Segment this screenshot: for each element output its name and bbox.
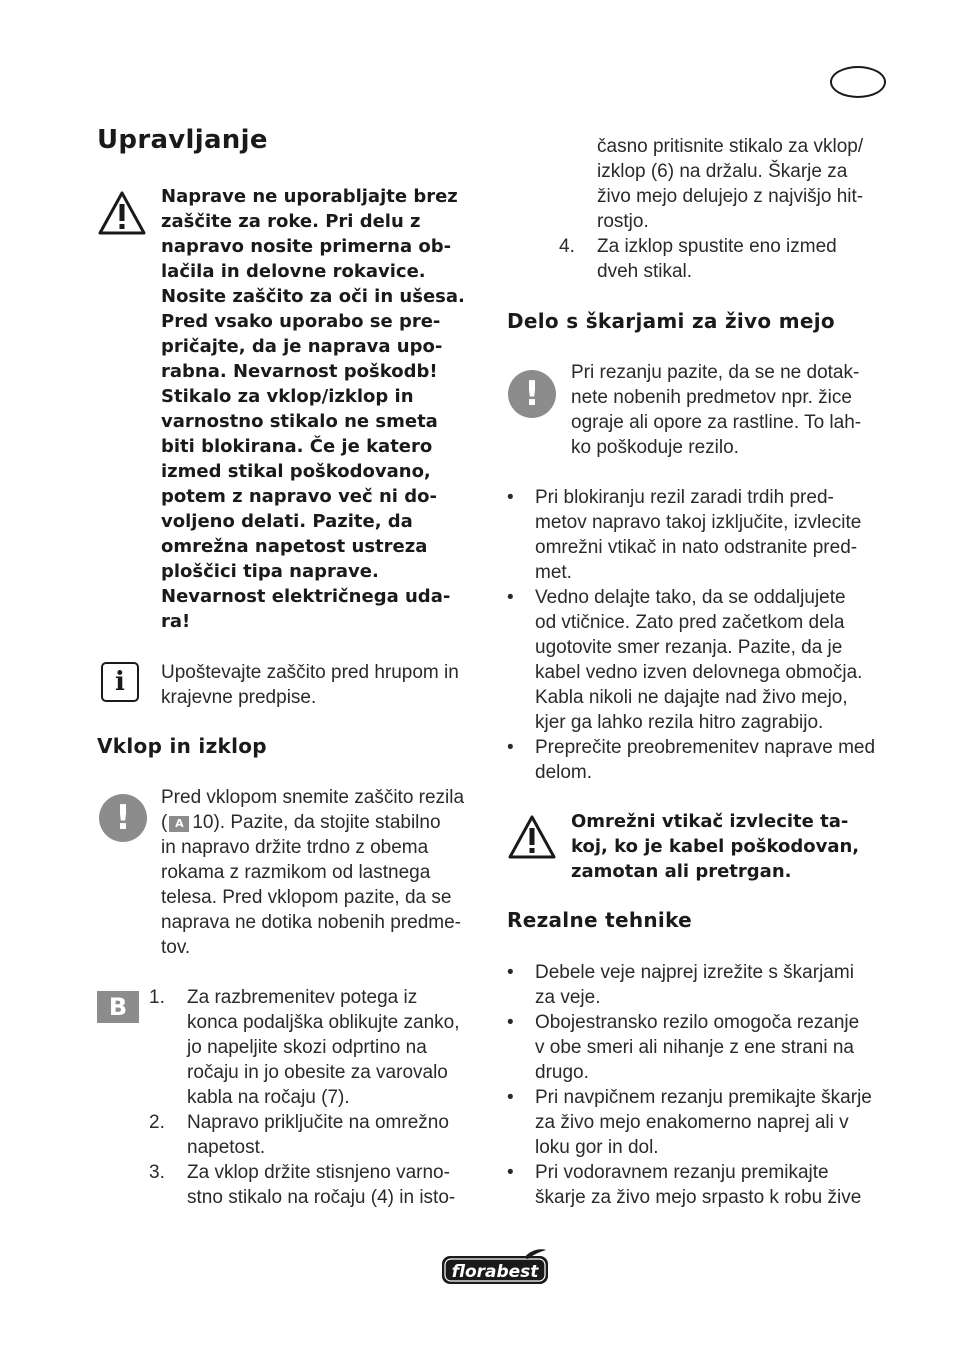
info-text: Upoštevajte zaščito pred hrupom in krajevne predpise. — [161, 662, 459, 708]
cutting-note: Pri rezanju pazite, da se ne dotak- nete nobenih predmetov npr. žice ograje ali opore za rastline. To lah- ko poškoduje rezilo. — [571, 362, 862, 458]
safety-warning-text: Naprave ne uporabljajte brez zaščite za roke. Pri delu z napravo nosite primerna ob- lačila in delovne rokavice. Nosite zaščito za oči in ušesa. Pred vsako uporabo se pre- pričajte, da je naprava upo- rabna. Nevarnost poškodb! Stikalo za vklop/izklop in varnostno stikalo ne smeta biti blokirana. Če je katero izmed stikal poškodovano, potem z napravo več ni do- voljeno delati. Pazite, da omrežna napetost ustreza ploščici tipa naprave. Nevarnost električnega uda- ra! — [161, 186, 465, 632]
cable-warning-text: Omrežni vtikač izvlecite ta- koj, ko je kabel poškodovan, zamotan ali pretrgan. — [571, 811, 860, 882]
exclamation-circle-icon: ! — [99, 794, 147, 842]
warning-triangle-icon — [97, 190, 147, 236]
step-3-continuation: časno pritisnite stikalo za vklop/ izklop (6) na držalu. Škarje za živo mejo delujejo z najvišjo hit- rostjo. — [597, 136, 864, 232]
info-icon: i — [101, 662, 139, 702]
page-title: Upravljanje — [97, 125, 268, 155]
section-heading-cutting: Rezalne tehnike — [507, 908, 693, 932]
section-heading-switch: Vklop in izklop — [97, 734, 267, 758]
section-heading-work: Delo s škarjami za živo mejo — [507, 309, 835, 333]
language-badge — [830, 66, 886, 98]
figure-ref-a: A — [169, 816, 189, 832]
figure-label-b: B — [97, 991, 139, 1023]
switch-on-note: Pred vklopom snemite zaščito rezila ( A 10). Pazite, da stojite stabilno in napravo držite trdno z obema rokama z razmikom od lastnega telesa. Pred vklopom pazite, da se naprava ne dotika nobenih predme- tov. — [161, 787, 465, 958]
florabest-logo — [440, 1248, 550, 1286]
exclamation-circle-icon: ! — [508, 370, 556, 418]
warning-triangle-icon — [507, 814, 557, 860]
svg-text:florabest: florabest — [451, 1262, 539, 1282]
